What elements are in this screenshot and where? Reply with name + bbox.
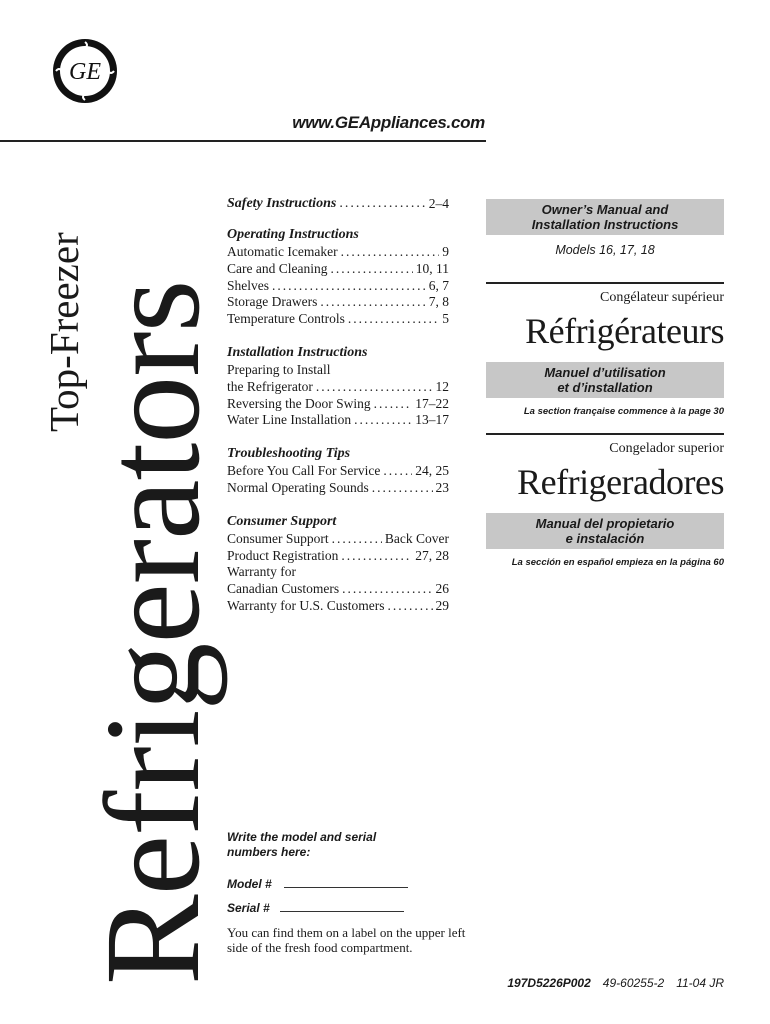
toc-page: 23	[435, 479, 449, 495]
toc-entry-text: Canadian Customers	[227, 581, 340, 597]
toc-heading-text: Safety Instructions	[227, 196, 337, 211]
toc-leader	[272, 278, 426, 295]
models-text: Models 16, 17, 18	[555, 243, 655, 257]
toc-page: 9	[442, 244, 449, 259]
toc-entry-text: the Refrigerator	[227, 378, 313, 394]
toc-entry[interactable]	[227, 412, 449, 429]
toc-heading[interactable]	[227, 195, 449, 212]
toc-entry[interactable]	[227, 598, 449, 615]
french-manual-box	[486, 362, 724, 398]
toc-section	[227, 445, 449, 497]
spanish-title: Refrigeradores	[517, 462, 724, 502]
model-number-field[interactable]	[227, 877, 427, 891]
toc-entry[interactable]	[227, 548, 449, 565]
toc-leader	[388, 598, 433, 615]
toc-entry[interactable]	[227, 379, 449, 396]
toc-page: 2–4	[428, 196, 449, 211]
french-box-wrap	[486, 362, 724, 398]
model-label: Model #	[227, 877, 272, 891]
toc-entry-text: Automatic Icemaker	[227, 244, 338, 259]
spanish-note: La sección en español empieza en la página 60	[511, 557, 724, 568]
toc-entry[interactable]	[227, 278, 449, 295]
toc-page: 26	[435, 581, 449, 597]
toc-leader	[320, 294, 425, 311]
french-title: Réfrigérateurs	[525, 311, 724, 351]
box-line: Owner’s Manual and	[541, 202, 669, 217]
publication-code: 49-60255-2	[602, 976, 665, 990]
toc-entry-text: Reversing the Door Swing	[227, 395, 371, 411]
section-rule	[486, 282, 724, 284]
toc-heading[interactable]: Consumer Support	[227, 513, 337, 529]
toc-entry[interactable]	[227, 311, 449, 328]
toc-entry[interactable]	[227, 396, 449, 413]
toc-entry-text: Shelves	[227, 277, 269, 293]
toc-entry-text: Care and Cleaning	[227, 260, 328, 276]
spanish-subtitle: Congelador superior	[609, 441, 724, 456]
toc-entry[interactable]	[227, 244, 449, 261]
box-line: e instalación	[565, 531, 645, 546]
toc-leader	[372, 480, 433, 497]
toc-section	[227, 344, 449, 429]
french-subtitle: Congélateur supérieur	[599, 290, 724, 305]
toc-page: 17–22	[415, 395, 449, 411]
toc-entry[interactable]	[227, 480, 449, 497]
prompt-line: numbers here:	[227, 845, 311, 859]
table-of-contents	[227, 195, 449, 631]
toc-entry-text: Normal Operating Sounds	[227, 479, 369, 495]
owners-manual-box	[486, 199, 724, 235]
toc-entry[interactable]	[227, 294, 449, 311]
box-line: Installation Instructions	[531, 217, 679, 232]
toc-page: Back Cover	[384, 530, 449, 546]
toc-section	[227, 226, 449, 328]
toc-leader	[354, 412, 412, 429]
toc-leader	[316, 379, 433, 396]
toc-heading[interactable]: Installation Instructions	[227, 344, 368, 360]
toc-heading[interactable]: Operating Instructions	[227, 227, 359, 242]
toc-leader	[341, 548, 412, 565]
label-location-text: You can find them on a label on the upper left side of the fresh food compartment.	[227, 925, 466, 955]
serial-label: Serial #	[227, 901, 270, 915]
toc-leader	[332, 531, 382, 548]
toc-heading[interactable]: Troubleshooting Tips	[227, 446, 351, 462]
toc-entry[interactable]	[227, 581, 449, 598]
title-refrigerators: Refrigerators	[78, 280, 228, 985]
toc-leader	[383, 463, 412, 480]
box-line: Manuel d’utilisation	[544, 365, 666, 380]
box-line: Manual del propietario	[535, 516, 675, 531]
spanish-box-wrap	[486, 513, 724, 549]
section-rule	[486, 433, 724, 435]
toc-page: 7, 8	[428, 294, 449, 310]
french-note: La section française commence à la page 30	[523, 406, 724, 417]
toc-sections	[227, 226, 449, 615]
toc-entry-text: Warranty for U.S. Customers	[227, 597, 385, 613]
write-numbers-prompt	[227, 830, 467, 860]
toc-entry[interactable]	[227, 564, 449, 581]
toc-entry-text: Preparing to Install	[227, 361, 331, 377]
toc-leader	[341, 244, 440, 261]
title-top-freezer: Top-Freezer	[41, 232, 87, 432]
toc-page: 29	[435, 597, 449, 613]
header-rule	[0, 140, 486, 142]
toc-page: 12	[435, 378, 449, 394]
english-block	[486, 199, 724, 257]
toc-entry-text: Before You Call For Service	[227, 463, 381, 479]
toc-section	[227, 513, 449, 615]
toc-page: 24, 25	[415, 463, 449, 479]
toc-page: 10, 11	[415, 260, 449, 276]
toc-entry[interactable]	[227, 362, 449, 379]
toc-page: 5	[442, 311, 449, 327]
toc-leader	[330, 261, 412, 278]
serial-input-line[interactable]	[280, 902, 404, 912]
toc-entry-text: Consumer Support	[227, 530, 329, 546]
toc-leader	[342, 581, 432, 598]
footer-codes	[486, 976, 724, 990]
toc-entry[interactable]	[227, 463, 449, 480]
serial-number-field[interactable]	[227, 901, 427, 915]
toc-safety	[227, 195, 449, 212]
toc-leader	[348, 311, 439, 328]
toc-entry-text: Storage Drawers	[227, 294, 318, 310]
toc-entry-text: Warranty for	[227, 564, 297, 580]
print-date: 11-04 JR	[676, 976, 724, 990]
spanish-manual-box	[486, 513, 724, 549]
prompt-line: Write the model and serial	[227, 830, 377, 844]
website-url[interactable]: www.GEAppliances.com	[292, 113, 485, 132]
toc-leader	[374, 396, 413, 413]
toc-page: 13–17	[415, 412, 449, 428]
ge-logo	[52, 38, 118, 104]
toc-entry-text: Temperature Controls	[227, 311, 345, 327]
toc-page: 27, 28	[415, 547, 449, 563]
toc-leader	[339, 195, 425, 212]
logo-monogram: GE	[69, 59, 101, 85]
model-input-line[interactable]	[284, 878, 408, 888]
toc-entry-text: Water Line Installation	[227, 412, 352, 428]
box-line: et d’installation	[557, 380, 653, 395]
toc-entry[interactable]	[227, 261, 449, 278]
toc-page: 6, 7	[428, 277, 449, 293]
toc-entry-text: Product Registration	[227, 547, 339, 563]
toc-entry[interactable]	[227, 531, 449, 548]
part-number: 197D5226P002	[507, 976, 591, 990]
